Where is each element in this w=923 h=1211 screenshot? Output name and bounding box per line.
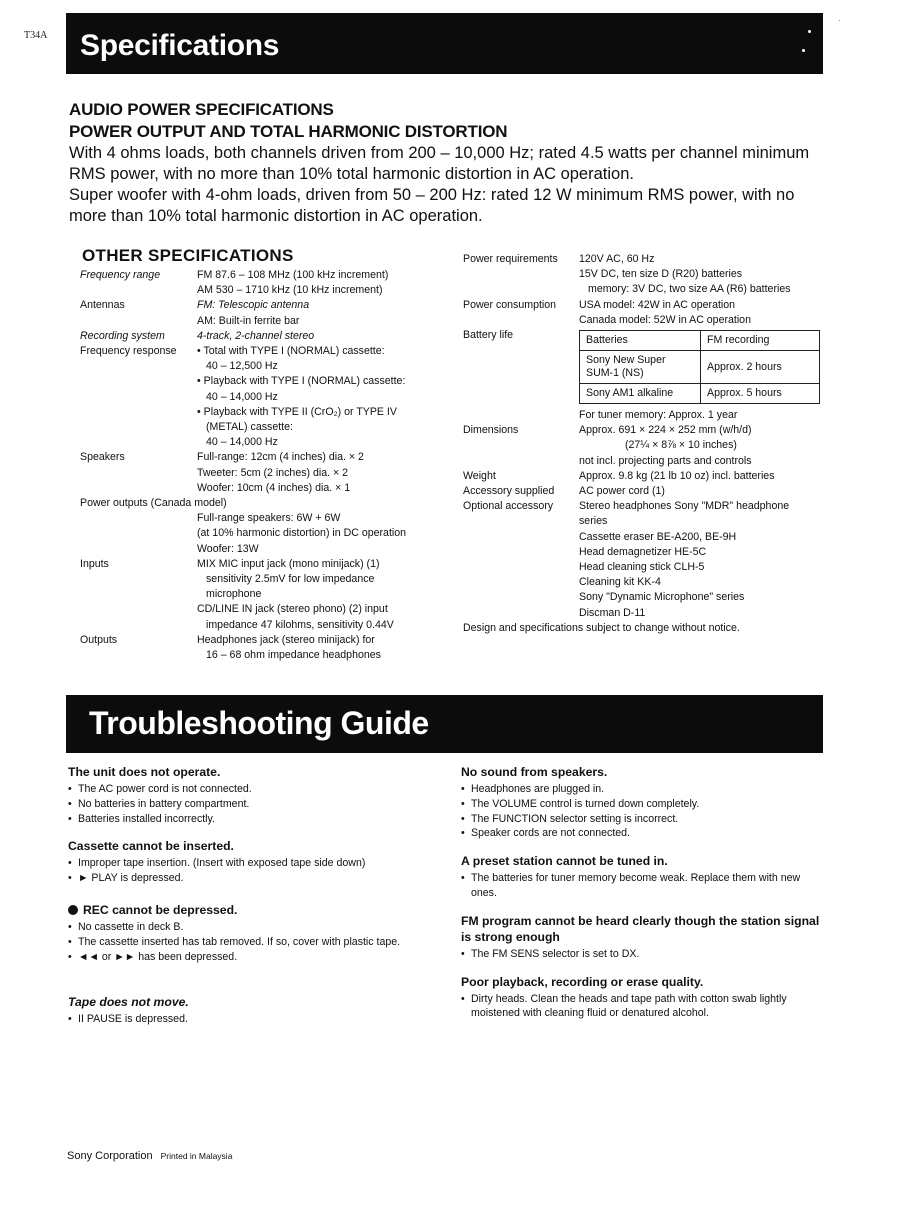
trouble-list xyxy=(461,992,823,1022)
spec-value: microphone xyxy=(206,588,262,601)
spec-value: Head cleaning stick CLH-5 xyxy=(579,561,705,574)
list-item: • ► PLAY is depressed. xyxy=(68,871,428,886)
spec-label: Weight xyxy=(463,469,496,482)
spec-value: FM 87.6 – 108 MHz (100 kHz increment) xyxy=(197,269,389,281)
spec-value: (27¼ × 8⅞ × 10 inches) xyxy=(625,439,737,452)
corner-mark: · xyxy=(838,16,841,25)
spec-label: Inputs xyxy=(80,557,109,570)
audio-paragraph-2: Super woofer with 4-ohm loads, driven from 50 – 200 Hz: rated 12 W minimum RMS power, with no more than 10% total harmonic distortion in AC operation. xyxy=(69,186,795,225)
table-header-cell: FM recording xyxy=(701,331,820,351)
footer-printed: Printed in Malaysia xyxy=(160,1151,233,1161)
trouble-heading: No sound from speakers. xyxy=(461,765,608,779)
list-item: • The FM SENS selector is set to DX. xyxy=(461,947,823,962)
trouble-heading: Cassette cannot be inserted. xyxy=(68,839,234,854)
trouble-heading: Poor playback, recording or erase quality. xyxy=(461,974,704,989)
spec-value: Full-range: 12cm (4 inches) dia. × 2 xyxy=(197,451,364,464)
trouble-list xyxy=(68,1012,428,1027)
spec-value: 120V AC, 60 Hz xyxy=(579,253,655,265)
audio-paragraph-1: With 4 ohms loads, both channels driven from 200 – 10,000 Hz; rated 4.5 watts per channel minimum RMS power, with no more than 10% total harmonic distortion in AC operation. xyxy=(69,144,810,183)
trouble-list xyxy=(68,782,428,826)
spec-value: CD/LINE IN jack (stereo phono) (2) input xyxy=(197,603,388,616)
trouble-heading: REC cannot be depressed. xyxy=(83,902,238,917)
list-item: • The VOLUME control is turned down completely. xyxy=(461,797,823,812)
spec-value: 16 – 68 ohm impedance headphones xyxy=(206,649,381,662)
spec-label: Optional accessory xyxy=(463,500,554,513)
spec-label: Dimensions xyxy=(463,424,519,437)
spec-label: Power consumption xyxy=(463,298,557,311)
spec-label: Speakers xyxy=(80,451,125,464)
specifications-title: Specifications xyxy=(80,29,280,62)
other-specs-right-column xyxy=(463,252,858,636)
spec-value: 40 – 14,000 Hz xyxy=(206,390,278,403)
spec-value: Full-range speakers: 6W + 6W xyxy=(197,512,341,525)
table-cell: Sony AM1 alkaline xyxy=(580,384,701,404)
list-item: • The cassette inserted has tab removed. If so, cover with plastic tape. xyxy=(68,935,428,950)
trouble-list xyxy=(68,920,428,964)
troubleshooting-title: Troubleshooting Guide xyxy=(89,705,429,741)
spec-value: Head demagnetizer HE-5C xyxy=(579,545,707,558)
list-item: • Improper tape insertion. (Insert with exposed tape side down) xyxy=(68,856,428,871)
spec-value: Woofer: 13W xyxy=(197,542,259,555)
troubleshooting-left-column xyxy=(68,764,428,1039)
record-dot-icon xyxy=(68,905,78,915)
spec-value: • Playback with TYPE I (NORMAL) cassette: xyxy=(197,375,406,388)
spec-value: (METAL) cassette: xyxy=(206,421,293,434)
specifications-header-bar xyxy=(66,13,823,74)
spec-value: AM 530 – 1710 kHz (10 kHz increment) xyxy=(197,284,383,297)
power-output-heading: POWER OUTPUT AND TOTAL HARMONIC DISTORTION xyxy=(69,122,508,141)
spec-value: not incl. projecting parts and controls xyxy=(579,454,752,467)
spec-label: Antennas xyxy=(80,299,125,312)
spec-value: (at 10% harmonic distortion) in DC operation xyxy=(197,527,407,540)
spec-value: sensitivity 2.5mV for low impedance xyxy=(206,573,375,586)
spec-value: FM: Telescopic antenna xyxy=(197,299,310,312)
trouble-list xyxy=(461,782,823,841)
table-cell: Approx. 2 hours xyxy=(701,351,820,384)
audio-power-heading: AUDIO POWER SPECIFICATIONS xyxy=(69,100,334,119)
trouble-heading: FM program cannot be heard clearly though the station signal is strong enough xyxy=(461,913,820,944)
decorative-dot xyxy=(802,49,805,52)
trouble-list xyxy=(461,871,823,901)
footer xyxy=(67,1150,232,1162)
list-item: • Speaker cords are not connected. xyxy=(461,826,823,841)
page-code: T34A xyxy=(24,30,48,41)
spec-value: Canada model: 52W in AC operation xyxy=(579,313,751,326)
table-cell: Approx. 5 hours xyxy=(701,384,820,404)
spec-value: MIX MIC input jack (mono minijack) (1) xyxy=(197,557,380,570)
spec-label: Power requirements xyxy=(463,253,558,265)
spec-value: Cleaning kit KK-4 xyxy=(579,576,661,589)
list-item: • The batteries for tuner memory become weak. Replace them with new ones. xyxy=(461,871,823,901)
spec-label: Recording system xyxy=(80,329,165,342)
list-item: • No cassette in deck B. xyxy=(68,920,428,935)
list-item: • Batteries installed incorrectly. xyxy=(68,812,428,827)
table-cell: Sony New Super SUM-1 (NS) xyxy=(580,351,701,384)
spec-label: Outputs xyxy=(80,633,118,646)
troubleshooting-right-column xyxy=(461,764,823,1033)
spec-value: Woofer: 10cm (4 inches) dia. × 1 xyxy=(197,481,351,494)
spec-label: Frequency response xyxy=(80,345,177,358)
spec-value: Discman D-11 xyxy=(579,606,646,619)
other-specs-left-column xyxy=(80,268,460,663)
spec-value: 40 – 12,500 Hz xyxy=(206,360,278,373)
other-specifications-title: OTHER SPECIFICATIONS xyxy=(82,246,294,265)
troubleshooting-header-bar xyxy=(66,695,823,753)
spec-value: Approx. 9.8 kg (21 lb 10 oz) incl. batteries xyxy=(579,469,775,482)
spec-value: series xyxy=(579,515,608,528)
spec-value: • Total with TYPE I (NORMAL) cassette: xyxy=(197,345,385,358)
decorative-dot xyxy=(808,30,811,33)
list-item: • ◄◄ or ►► has been depressed. xyxy=(68,950,428,965)
spec-value: Sony "Dynamic Microphone" series xyxy=(579,591,745,604)
trouble-heading: Tape does not move. xyxy=(68,995,189,1010)
spec-value: 15V DC, ten size D (R20) batteries xyxy=(579,268,743,281)
list-item: • The FUNCTION selector setting is incorrect. xyxy=(461,812,823,827)
spec-value: Headphones jack (stereo minijack) for xyxy=(197,633,375,646)
spec-value: Cassette eraser BE-A200, BE-9H xyxy=(579,530,737,543)
trouble-heading: A preset station cannot be tuned in. xyxy=(461,854,668,869)
spec-value: Stereo headphones Sony "MDR" headphone xyxy=(579,500,790,513)
spec-value: 4-track, 2-channel stereo xyxy=(197,329,315,342)
list-item: • Dirty heads. Clean the heads and tape path with cotton swab lightly moistened with cleaning fluid or denatured alcohol. xyxy=(461,992,823,1022)
table-header-cell: Batteries xyxy=(580,331,701,351)
trouble-heading: The unit does not operate. xyxy=(68,765,221,779)
design-note: Design and specifications subject to change without notice. xyxy=(463,621,740,634)
spec-label: Accessory supplied xyxy=(463,485,555,498)
list-item: • Headphones are plugged in. xyxy=(461,782,823,797)
spec-value: memory: 3V DC, two size AA (R6) batteries xyxy=(588,283,791,296)
spec-value: AC power cord (1) xyxy=(579,485,665,498)
trouble-list xyxy=(461,947,823,962)
spec-value: USA model: 42W in AC operation xyxy=(579,298,736,311)
audio-power-section xyxy=(69,99,829,227)
spec-value: 40 – 14,000 Hz xyxy=(206,436,278,449)
spec-value: AM: Built-in ferrite bar xyxy=(197,314,300,327)
trouble-list xyxy=(68,856,428,886)
spec-label: Power outputs (Canada model) xyxy=(80,497,227,510)
list-item: • No batteries in battery compartment. xyxy=(68,797,428,812)
list-item: • The AC power cord is not connected. xyxy=(68,782,428,797)
battery-life-table xyxy=(579,330,820,404)
spec-value: For tuner memory: Approx. 1 year xyxy=(579,409,738,422)
list-item: • II PAUSE is depressed. xyxy=(68,1012,428,1027)
spec-value: impedance 47 kilohms, sensitivity 0.44V xyxy=(206,618,394,631)
footer-company: Sony Corporation xyxy=(67,1150,153,1162)
spec-label: Frequency range xyxy=(80,269,161,281)
spec-value: • Playback with TYPE II (CrO₂) or TYPE IV xyxy=(197,405,397,418)
spec-value: Tweeter: 5cm (2 inches) dia. × 2 xyxy=(197,466,349,479)
spec-value: Approx. 691 × 224 × 252 mm (w/h/d) xyxy=(579,424,752,437)
spec-label: Battery life xyxy=(463,329,514,342)
